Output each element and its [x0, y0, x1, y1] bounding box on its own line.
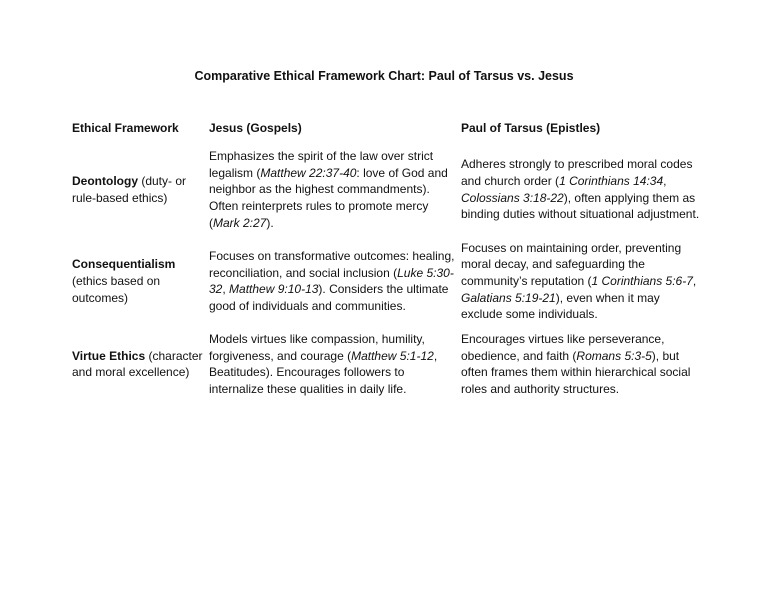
framework-description: (character and moral excellence) — [72, 348, 203, 380]
framework-cell — [72, 256, 209, 306]
scripture-reference: Matthew 9:10-13 — [229, 282, 319, 297]
jesus-text: ). Considers the ultimate good of individuals and communities. — [209, 282, 449, 313]
paul-text: Encourages virtues like perseverance, obedience, and faith ( — [461, 332, 665, 363]
paul-cell — [461, 331, 702, 398]
paul-cell — [461, 156, 702, 223]
framework-description: (duty- or rule-based ethics) — [72, 174, 187, 205]
paul-text: , — [663, 174, 667, 189]
header-paul: Paul of Tarsus (Epistles) — [461, 121, 601, 136]
paul-text: , — [692, 273, 697, 288]
scripture-reference: Luke 5:30-32 — [209, 265, 454, 297]
table-row-deontology — [72, 148, 702, 232]
scripture-reference: Matthew 5:1-12 — [351, 348, 434, 363]
page-title: Comparative Ethical Framework Chart: Paul of Tarsus vs. Jesus — [194, 69, 574, 83]
scripture-reference: Colossians 3:18-22 — [461, 190, 564, 205]
comparison-table — [72, 120, 702, 406]
jesus-text: : love of God and neighbor as the highest commandments). Often reinterprets rules to promote mercy ( — [209, 165, 448, 230]
framework-name: Deontology — [72, 174, 138, 189]
jesus-text: Emphasizes the spirit of the law over strict legalism ( — [209, 149, 434, 180]
header-ethical-framework: Ethical Framework — [72, 121, 179, 136]
scripture-reference: Romans 5:3-5 — [576, 348, 652, 363]
paul-text: Focuses on maintaining order, preventing moral decay, and safeguarding the community’s reputation ( — [461, 240, 682, 288]
table-row-consequentialism — [72, 240, 702, 324]
scripture-reference: Galatians 5:19-21 — [461, 290, 556, 305]
paul-text: ), but often frames them within hierarchical social roles and authority structures. — [461, 348, 691, 397]
jesus-text: ). — [266, 215, 274, 230]
framework-description: (ethics based on outcomes) — [72, 273, 161, 305]
framework-cell — [72, 173, 209, 206]
header-jesus: Jesus (Gospels) — [209, 121, 302, 136]
scripture-reference: Mark 2:27 — [213, 215, 267, 230]
paul-text: Adheres strongly to prescribed moral codes and church order ( — [461, 157, 693, 189]
framework-name: Virtue Ethics — [72, 348, 146, 363]
framework-name: Consequentialism — [72, 257, 176, 272]
jesus-text: , — [222, 282, 230, 297]
jesus-cell — [209, 331, 461, 398]
scripture-reference: 1 Corinthians 5:6-7 — [591, 273, 693, 288]
paul-text: ), even when it may exclude some individuals. — [461, 290, 660, 322]
table-row-virtue-ethics — [72, 331, 702, 398]
paul-cell — [461, 240, 702, 324]
jesus-cell — [209, 148, 461, 232]
jesus-text: Models virtues like compassion, humility, forgiveness, and courage ( — [209, 332, 425, 363]
scripture-reference: Matthew 22:37-40 — [260, 165, 357, 180]
table-header-row — [72, 120, 702, 137]
framework-cell — [72, 348, 209, 381]
jesus-cell — [209, 248, 461, 315]
jesus-text: Focuses on transformative outcomes: healing, reconciliation, and social inclusion ( — [209, 248, 455, 280]
scripture-reference: 1 Corinthians 14:34 — [559, 174, 664, 189]
paul-text: ), often applying them as binding duties without situational adjustment. — [461, 190, 700, 222]
jesus-text: , Beatitudes). Encourages followers to internalize these qualities in daily life. — [209, 348, 438, 397]
